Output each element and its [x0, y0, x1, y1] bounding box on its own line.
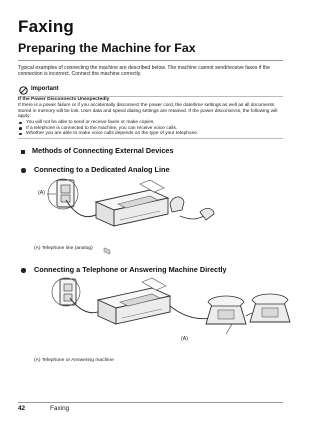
bullet-icon — [19, 133, 22, 136]
fax-machine-icon — [96, 180, 168, 254]
list-item: Whether you are able to make voice calls depends on the type of your telephone. — [18, 131, 283, 137]
page-number: 42 — [18, 405, 26, 412]
figure-label-a: (A) — [181, 336, 188, 342]
telephone-icon — [206, 296, 246, 324]
fax-machine-icon — [98, 278, 170, 324]
telephone-heading: Connecting a Telephone or Answering Machine Directly — [34, 265, 227, 274]
methods-heading: Methods of Connecting External Devices — [32, 146, 174, 155]
important-title: Important — [31, 86, 59, 92]
analog-line-illustration — [0, 176, 300, 246]
analog-line-heading: Connecting to a Dedicated Analog Line — [34, 165, 170, 174]
footer-divider — [18, 402, 283, 403]
important-body: If there is a power failure or if you accidentally disconnect the power cord, the date/time settings as well as all documents stored in memory will be lost. User data and speed dialing settings are retained. If the power disconnects, the following will apply: — [18, 103, 278, 120]
section-title: Preparing the Machine for Fax — [18, 41, 196, 55]
square-bullet-icon — [21, 150, 25, 154]
page-title: Faxing — [18, 17, 74, 36]
important-subheading: If the Power Disconnects Unexpectedly — [18, 97, 110, 102]
important-list — [18, 120, 283, 137]
handset-icon — [170, 197, 184, 212]
wall-jack-icon — [57, 180, 74, 207]
list-item: You will not be able to send or receive faxes or make copies. — [18, 120, 283, 126]
answering-machine-icon — [250, 294, 290, 322]
list-item: If a telephone is connected to the machine, you can receive voice calls. — [18, 126, 283, 132]
bullet-icon — [19, 127, 22, 130]
telephone-caption: (A) Telephone or Answering machine — [34, 358, 114, 363]
footer-title: Faxing — [50, 405, 70, 412]
important-bottom-divider — [18, 138, 283, 139]
bullet-icon — [19, 122, 22, 125]
telephone-illustration — [0, 276, 300, 346]
title-divider — [18, 60, 283, 61]
analog-line-caption: (A) Telephone line (analog) — [34, 246, 93, 251]
figure-label-a: (A) — [38, 190, 45, 196]
round-bullet-icon — [21, 168, 26, 173]
round-bullet-icon — [21, 268, 26, 273]
important-icon — [19, 86, 28, 95]
intro-paragraph: Typical examples of connecting the machine are described below. The machine cannot send/receive faxes if the connection is incorrect. Connect the machine correctly. — [18, 65, 270, 78]
